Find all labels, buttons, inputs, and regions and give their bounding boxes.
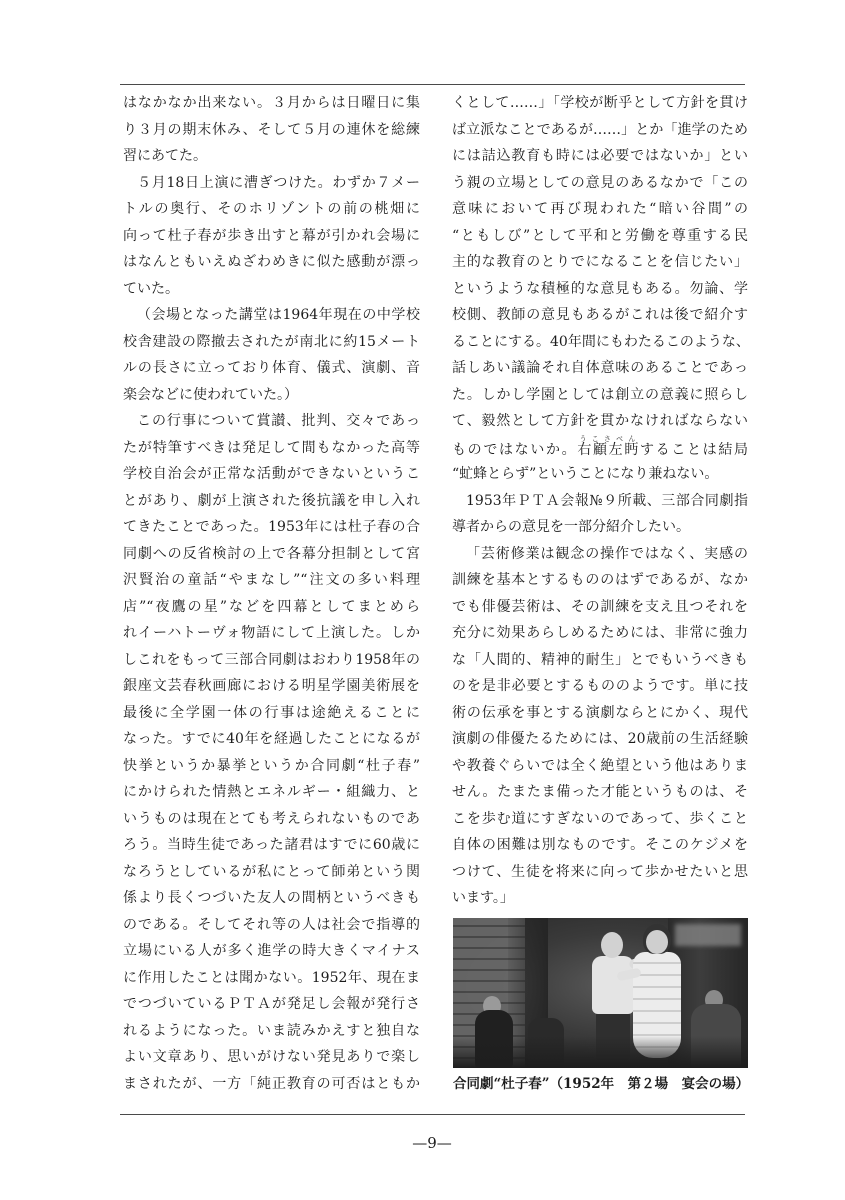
text-line: というような積極的な意見もある。勿論、学 (452, 280, 748, 297)
text-line: います。」 (452, 890, 514, 906)
text-line: ることにする。40年間にもわたるこのような、 (452, 333, 750, 350)
text-line: な「人間的、精神的耐生」とでもいうべきも (452, 651, 748, 668)
text-line: （会場となった講堂は1964年現在の中学校 (137, 307, 420, 323)
ruby-base: 右顧左眄 (577, 441, 641, 458)
text-segment: ものではないか。 (452, 441, 578, 458)
text-line: り３月の期末休み、そして５月の連休を総練 (123, 121, 420, 138)
text-line: 向って杜子春が歩き出すと幕が引かれ会場に (123, 227, 420, 244)
text-line: 最後に全学園一体の行事は途絶えることに (123, 704, 420, 721)
text-line: て、毅然として方針を貫かなければならない (452, 413, 748, 429)
text-line: 主的な教育のとりでになることを信じたい」 (452, 254, 748, 270)
text-line: しこれをもって三部合同劇はおわり1958年の (123, 651, 420, 668)
text-line: のである。そしてそれ等の人は社会で指導的 (123, 916, 420, 933)
text-line: 校側、教師の意見もあるがこれは後で紹介す (452, 307, 748, 323)
text-line: たが特筆すべきは発足して間もなかった高等 (123, 439, 420, 456)
text-line: 同劇への反省検討の上で各幕分担制として宮 (123, 545, 420, 562)
text-line: “ともしび”として平和と労働を尊重する民 (452, 227, 748, 244)
text-line: 自体の困難は別なものです。そこのケジメを (452, 837, 748, 853)
text-line: 「芸術修業は観念の操作ではなく、実感の (466, 545, 748, 562)
page-number: —9— (412, 1134, 452, 1152)
text-line: れイーハトーヴォ物語にして上演した。しか (123, 625, 420, 641)
text-line: 楽会などに使われていた。） (123, 386, 298, 403)
ruby-annotation (577, 434, 641, 458)
text-line: 快挙というか暴挙というか合同劇“杜子春” (123, 757, 420, 774)
performer-body (592, 956, 634, 1014)
text-line: や教養ぐらいでは全く絶望という他はありま (452, 757, 748, 774)
text-line: はなんともいえぬざわめきに似た感動が漂っ (123, 254, 420, 270)
ruby-reading: うこさべん (577, 434, 639, 443)
text-line: トルの奥行、そのホリゾントの前の桃畑に (123, 201, 420, 217)
top-rule (120, 84, 745, 85)
text-line: なろうとしているが私にとって師弟という関 (123, 863, 420, 880)
text-line: 訓練を基本とするもののはずであるが、なか (452, 572, 748, 588)
text-line: ば立派なことであるが……」とか「進学のため (452, 121, 748, 138)
text-line: 話しあい議論それ自体意味のあることであっ (452, 360, 748, 376)
text-line: 学校自治会が正常な活動ができないというこ (123, 466, 420, 482)
photo-caption: 合同劇“杜子春”（1952年 第２場 宴会の場） (453, 1076, 750, 1092)
performer-head (601, 932, 623, 958)
text-line: 習にあてた。 (123, 148, 207, 164)
text-segment: することは結局 (640, 441, 749, 458)
text-line: にかけられた情熱とエネルギー・組織力、と (123, 784, 420, 800)
text-line: 演劇の俳優たるためには、20歳前の生活経験 (452, 731, 748, 747)
stage-photo (453, 918, 748, 1068)
text-line: ５月18日上演に漕ぎつけた。わずか７メー (137, 174, 420, 191)
text-line: 術の伝承を事とする演劇ならとにかく、現代 (452, 704, 748, 721)
text-line: 銀座文芸春秋画廊における明星学園美術展を (123, 678, 420, 694)
text-line: なった。すでに40年を経過したことになるが (123, 731, 420, 747)
text-line: 校舎建設の際撤去されたが南北に約15メート (123, 333, 420, 350)
text-line: 沢賢治の童話“やまなし”“注文の多い料理 (123, 572, 420, 588)
bottom-rule (120, 1114, 745, 1115)
text-line: こを歩む道にすぎないのであって、歩くこと (452, 810, 748, 827)
text-line: てきたことであった。1953年には杜子春の合 (123, 519, 420, 535)
text-line: ていた。 (123, 280, 179, 297)
text-line: 店”“夜鷹の星”などを四幕としてまとめら (123, 598, 420, 615)
text-line: 1953年ＰＴＡ会報№９所載、三部合同劇指 (466, 492, 748, 509)
text-line: よい文章あり、思いがけない発見ありで楽し (123, 1049, 420, 1065)
text-line: た。しかし学園としては創立の意義に照らし (452, 386, 748, 403)
text-line: まされたが、一方「純正教育の可否はともか (123, 1075, 420, 1092)
text-line: 導者からの意見を一部分紹介したい。 (452, 519, 690, 535)
text-line: でつづいているＰＴＡが発足し会報が発行さ (123, 996, 420, 1012)
text-line: “虻蜂とらず”ということになり兼ねない。 (452, 466, 719, 482)
text-line: には詰込教育も時には必要ではないか」とい (452, 148, 748, 164)
text-line: とがあり、劇が上演された後抗議を申し入れ (123, 492, 420, 509)
text-line: 係より長くつづいた友人の間柄というべきも (123, 890, 420, 906)
text-line: せん。たまたま備った才能というものは、そ (452, 784, 748, 800)
stage-floor (453, 1036, 748, 1068)
text-line: 意味において再び現われた“暗い谷間”の (452, 201, 748, 217)
left-column (123, 90, 420, 1097)
text-line: くとして……」「学校が断乎として方針を貫け (452, 95, 748, 111)
text-line: いうものは現在とても考えられないものであ (123, 810, 420, 827)
text-line: に作用したことは聞かない。1952年、現在ま (123, 969, 420, 986)
right-column (452, 90, 748, 912)
text-line: つけて、生徒を将来に向って歩かせたいと思 (452, 863, 748, 880)
text-line: はなかなか出来ない。３月からは日曜日に集 (123, 95, 420, 111)
text-line: ろう。当時生徒であった諸君はすでに60歳に (123, 837, 420, 853)
text-line: 充分に効果あらしめるためには、非常に強力 (452, 625, 748, 641)
text-line: れるようになった。いま読みかえすと独自な (123, 1022, 420, 1039)
backdrop-banner (675, 924, 741, 946)
text-line: でも俳優芸術は、その訓練を支え且つそれを (452, 598, 748, 615)
text-line-with-ruby (452, 435, 748, 462)
text-line: ルの長さに立っており体育、儀式、演劇、音 (123, 360, 420, 376)
text-line: この行事について賞讃、批判、交々であっ (137, 413, 420, 429)
text-line: のを是非必要とするもののようです。単に技 (452, 678, 748, 694)
text-line: 立場にいる人が多く進学の時大きくマイナス (123, 943, 420, 959)
text-line: う親の立場としての意見のあるなかで「この (452, 174, 748, 191)
performer-head (646, 930, 668, 954)
